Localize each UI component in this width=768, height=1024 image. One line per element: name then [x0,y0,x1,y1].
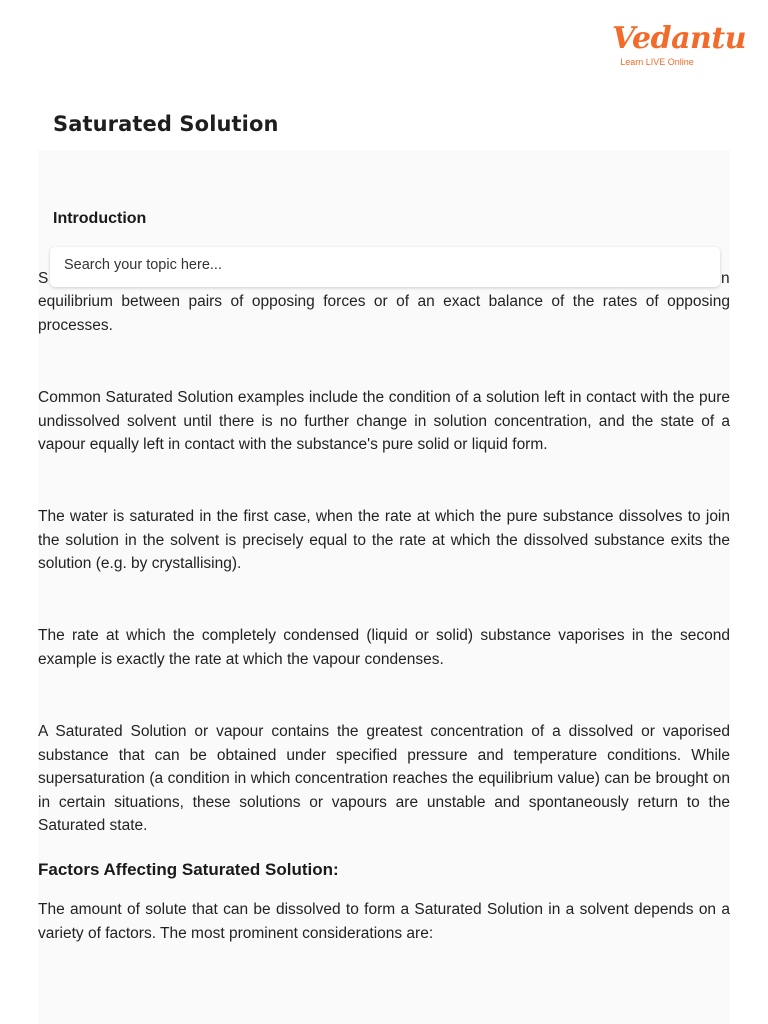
search-input[interactable]: Search your topic here... [64,257,222,273]
introduction-heading: Introduction [53,210,147,227]
paragraph-saturated-vapour: A Saturated Solution or vapour contains the greatest concentration of a dissolved or vaporised substance that can be obtained under specified pressure and temperature conditions. While supersaturation (a condition in which concentration reaches the equilibrium value) can be brought on in certain situations, these solutions or vapours are unstable and spontaneously return to the Saturated state. [38,723,730,834]
paragraph-examples: Common Saturated Solution examples include the condition of a solution left in contact with the pure undissolved solvent until there is no further change in solution concentration, and the state of a vapour equally left in contact with the substance's pure solid or liquid form. [38,389,730,453]
obscured-text-end: n [721,270,730,287]
logo-tagline: Learn LIVE Online [620,57,694,67]
factors-heading: Factors Affecting Saturated Solution: [38,860,339,879]
paragraph-factors: The amount of solute that can be dissolved to form a Saturated Solution in a solvent depends on a variety of factors. The most prominent considerations are: [38,901,730,942]
obscured-text-start: S [38,270,49,287]
paragraph-equilibrium: equilibrium between pairs of opposing forces or of an exact balance of the rates of opposing processes. [38,293,730,334]
paragraph-first-case: The water is saturated in the first case, when the rate at which the pure substance dissolves to join the solution in the solvent is precisely equal to the rate at which the dissolved substance exits the solution (e.g. by crystallising). [38,508,730,572]
paragraph-second-example: The rate at which the completely condensed (liquid or solid) substance vaporises in the second example is exactly the rate at which the vapour condenses. [38,627,730,668]
search-box[interactable] [50,247,720,287]
vedantu-logo[interactable] [612,21,747,68]
logo-wordmark: Vedantu [612,21,747,56]
page-title: Saturated Solution [53,112,279,136]
